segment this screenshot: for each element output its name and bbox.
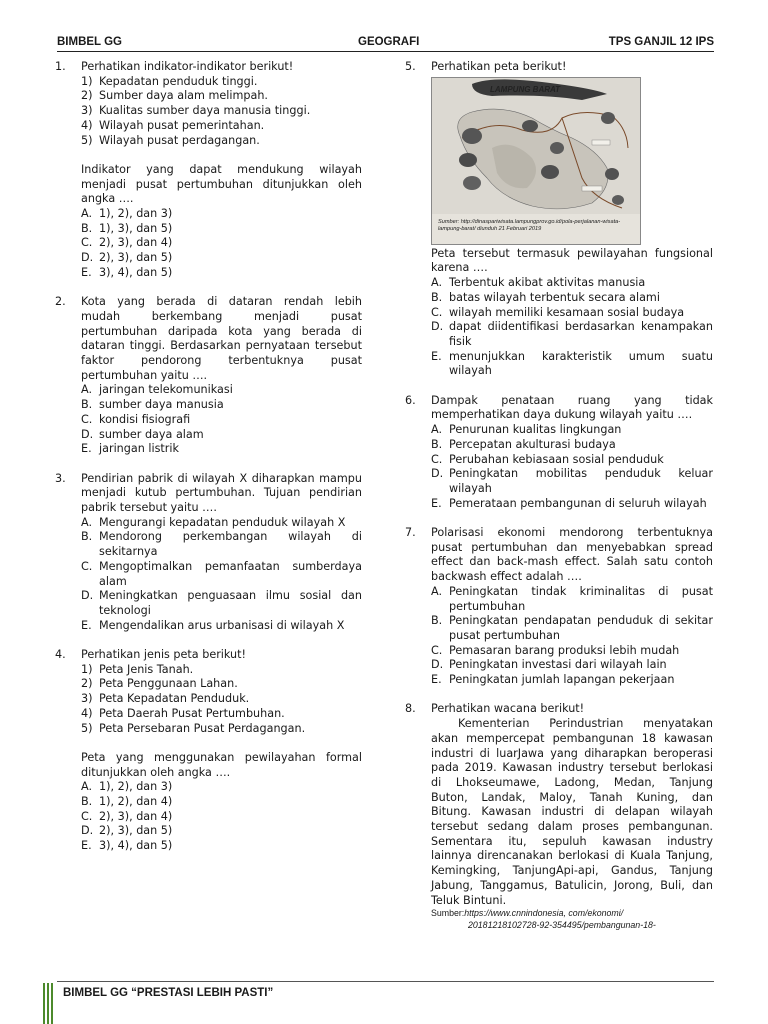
question-prompt: karena ….: [431, 261, 488, 275]
indicator-item: 4) Wilayah pusat pemerintahan.: [81, 118, 265, 132]
answer-option[interactable]: E. 3), 4), dan 5): [81, 265, 173, 279]
right-column: [405, 60, 713, 946]
answer-option[interactable]: D. dapat diidentifikasi berdasarkan kenampakan fisik: [431, 320, 713, 348]
question-stem: Perhatikan wacana berikut!: [431, 702, 585, 716]
answer-option[interactable]: C. Mengoptimalkan pemanfaatan sumberdaya alam: [81, 559, 362, 588]
question-stem: Perhatikan indikator-indikator berikut!: [81, 60, 294, 73]
question-number: 4.: [55, 648, 66, 662]
lampung-barat-map: [431, 77, 641, 245]
answer-option[interactable]: A. 1), 2), dan 3): [81, 207, 173, 221]
answer-option[interactable]: C. Pemasaran barang produksi lebih mudah: [431, 643, 680, 657]
answer-option[interactable]: A. Peningkatan tindak kriminalitas di pusat pertumbuhan: [431, 584, 713, 613]
map-type-item: 5) Peta Persebaran Pusat Perdagangan.: [81, 721, 306, 735]
question-number: 1.: [55, 60, 66, 73]
question-6: [405, 394, 713, 512]
passage-line: pada 2019. Kawasan industry tersebut berlokasi: [431, 761, 713, 775]
passage-line: tersebut sedang dalam proses pembangunan.: [431, 820, 713, 834]
answer-option[interactable]: A. jaringan telekomunikasi: [81, 383, 233, 397]
accent-bar: [47, 983, 49, 1024]
passage-line: Buton, Landak, Maloy, Tanah Kuning, dan: [431, 790, 713, 804]
passage-line: Sementara itu, sepuluh kawasan industry: [431, 834, 713, 848]
question-prompt: Peta yang menggunakan pewilayahan formal: [81, 750, 362, 764]
map-type-item: 2) Peta Penggunaan Lahan.: [81, 677, 238, 691]
question-5: [405, 60, 713, 379]
question-prompt: angka ….: [81, 192, 134, 206]
question-8: [405, 702, 713, 931]
indicator-item: 5) Wilayah pusat perdagangan.: [81, 133, 260, 147]
answer-option[interactable]: D. Peningkatan mobilitas penduduk keluar wilayah: [431, 467, 713, 495]
answer-option[interactable]: C. 2), 3), dan 4): [81, 809, 173, 823]
question-2: [55, 295, 362, 457]
footer-divider: [57, 981, 714, 982]
page-header: [57, 35, 714, 52]
passage-line: Bitung. Kawasan industri di delapan wilayah: [431, 805, 713, 819]
question-prompt: ditunjukkan oleh angka ….: [81, 765, 231, 779]
answer-option[interactable]: C. kondisi fisiografi: [81, 412, 191, 426]
question-stem: Perhatikan jenis peta berikut!: [81, 648, 247, 662]
question-stem: Kota yang berada di dataran rendah lebih: [81, 295, 362, 309]
passage-line: Kementerian Perindustrian menyatakan: [458, 717, 713, 731]
source-url-continued[interactable]: 20181218102728-92-354495/pembangunan-18-: [468, 919, 656, 930]
answer-option[interactable]: A. Mengurangi kepadatan penduduk wilayah X: [81, 515, 346, 529]
question-stem: faktor pendorong terbentuknya pusat: [81, 354, 362, 368]
map-type-item: 3) Peta Kepadatan Penduduk.: [81, 692, 250, 706]
question-stem: dataran tinggi. Berdasarkan pernyataan tersebut: [81, 339, 362, 353]
answer-option[interactable]: B. 1), 2), dan 4): [81, 795, 173, 809]
indicator-item: 2) Sumber daya alam melimpah.: [81, 89, 268, 103]
passage-line: di Lhokseumawe, Ladong, Medan, Tanjung: [431, 775, 713, 789]
question-number: 5.: [405, 60, 416, 73]
source-label: Sumber:: [431, 908, 465, 919]
passage-line: Teluk Bintuni.: [431, 893, 507, 907]
answer-option[interactable]: B. batas wilayah terbentuk secara alami: [431, 290, 660, 304]
question-stem: Pendirian pabrik di wilayah X diharapkan mampu: [81, 471, 362, 485]
map-title: LAMPUNG BARAT: [490, 84, 561, 94]
question-stem: memperhatikan daya dukung wilayah yaitu ….: [431, 408, 693, 422]
answer-option[interactable]: B. Peningkatan pendapatan penduduk di sekitar pusat pertumbuhan: [431, 614, 713, 642]
question-number: 2.: [55, 295, 66, 309]
question-number: 3.: [55, 471, 66, 485]
question-number: 7.: [405, 526, 416, 540]
question-1: [55, 60, 362, 281]
header-exam: TPS GANJIL 12 IPS: [608, 36, 714, 48]
header-subject: GEOGRAFI: [358, 36, 420, 48]
answer-option[interactable]: E. Peningkatan jumlah lapangan pekerjaan: [431, 673, 675, 687]
indicator-item: 1) Kepadatan penduduk tinggi.: [81, 74, 258, 88]
answer-option[interactable]: E. Mengendalikan arus urbanisasi di wilayah X: [81, 618, 345, 632]
answer-option[interactable]: A. Penurunan kualitas lingkungan: [431, 423, 622, 437]
map-type-item: 1) Peta Jenis Tanah.: [81, 662, 194, 676]
answer-option[interactable]: A. Terbentuk akibat aktivitas manusia: [431, 276, 646, 290]
question-7: [405, 526, 713, 688]
question-number: 6.: [405, 393, 416, 407]
question-stem: effect dan back-mash effect. Salah satu contoh: [431, 555, 713, 569]
question-stem: Perhatikan peta berikut!: [431, 60, 567, 73]
map-source: Sumber: http://dinaspariwisata.lampungprov.go.id/pola-perjalanan-wisata-lampung-barat/ diunduh 21 Februari 2019: [438, 218, 621, 232]
answer-option[interactable]: B. sumber daya manusia: [81, 398, 224, 412]
accent-bar: [51, 983, 53, 1024]
question-stem: pertumbuhan yaitu ….: [81, 368, 208, 382]
indicator-item: 3) Kualitas sumber daya manusia tinggi.: [81, 104, 311, 118]
answer-option[interactable]: E. Pemerataan pembangunan di seluruh wilayah: [431, 496, 707, 510]
question-prompt: Indikator yang dapat mendukung wilayah: [81, 162, 362, 176]
footer-slogan: BIMBEL GG “PRESTASI LEBIH PASTI”: [63, 987, 274, 999]
answer-option[interactable]: D. 2), 3), dan 5): [81, 251, 173, 265]
question-stem: menjadi kutub pertumbuhan. Tujuan pendirian: [81, 486, 362, 500]
source-url[interactable]: https://www.cnnindonesia, com/ekonomi/: [464, 908, 624, 919]
accent-bar: [43, 983, 45, 1024]
answer-option[interactable]: C. wilayah memiliki kesamaan sosial budaya: [431, 305, 685, 319]
answer-option[interactable]: D. sumber daya alam: [81, 427, 204, 441]
answer-option[interactable]: A. 1), 2), dan 3): [81, 780, 173, 794]
answer-option[interactable]: B. Mendorong perkembangan wilayah di sekitarnya: [81, 530, 362, 559]
answer-option[interactable]: D. Peningkatan investasi dari wilayah lain: [431, 658, 667, 672]
question-stem: pabrik tersebut yaitu ….: [81, 501, 217, 515]
question-prompt: Peta tersebut termasuk pewilayahan fungsional: [431, 246, 713, 260]
answer-option[interactable]: B. 1), 3), dan 5): [81, 221, 173, 235]
question-stem: mudah berkembang menjadi pusat: [81, 309, 362, 323]
answer-option[interactable]: E. menunjukkan karakteristik umum suatu wilayah: [431, 349, 713, 378]
question-number: 8.: [405, 702, 416, 716]
question-prompt: menjadi pusat pertumbuhan ditunjukkan oleh: [81, 177, 362, 191]
passage-line: akan mempercepat pembangunan 18 kawasan: [431, 731, 713, 745]
passage-source: [431, 908, 713, 920]
question-stem: Dampak penataan ruang yang tidak: [431, 393, 713, 407]
answer-option[interactable]: B. Percepatan akulturasi budaya: [431, 437, 616, 451]
question-stem: backwash effect adalah ….: [431, 570, 582, 584]
header-institution: BIMBEL GG: [57, 36, 122, 48]
question-4: [55, 648, 362, 854]
answer-option[interactable]: C. Perubahan kebiasaan sosial penduduk: [431, 452, 664, 466]
question-3: [55, 472, 362, 634]
question-stem: pusat pertumbuhan dan menyebabkan spread: [431, 540, 713, 554]
answer-option[interactable]: C. 2), 3), dan 4): [81, 236, 173, 250]
answer-option[interactable]: D. 2), 3), dan 5): [81, 824, 173, 838]
map-type-item: 4) Peta Daerah Pusat Pertumbuhan.: [81, 706, 285, 720]
passage-line: lainnya direncanakan berlokasi di Kuala Tanjung,: [431, 849, 713, 863]
question-stem: pertumbuhan daripada kota yang berada di: [81, 324, 362, 338]
passage-line: industri di luarJawa yang diharapkan beroperasi: [431, 746, 713, 760]
answer-option[interactable]: D. Meningkatkan penguasaan ilmu sosial dan teknologi: [81, 589, 362, 617]
answer-option[interactable]: E. jaringan listrik: [81, 442, 179, 456]
passage-line: Jabung, Tanggamus, Batulicin, Jorong, Buli, dan: [431, 878, 713, 892]
answer-option[interactable]: E. 3), 4), dan 5): [81, 839, 173, 853]
passage-line: Kemingking, TanjungApi-api, Gandus, Tanjung: [431, 864, 713, 878]
question-stem: Polarisasi ekonomi mendorong terbentuknya: [431, 526, 713, 540]
left-column: [55, 60, 362, 869]
